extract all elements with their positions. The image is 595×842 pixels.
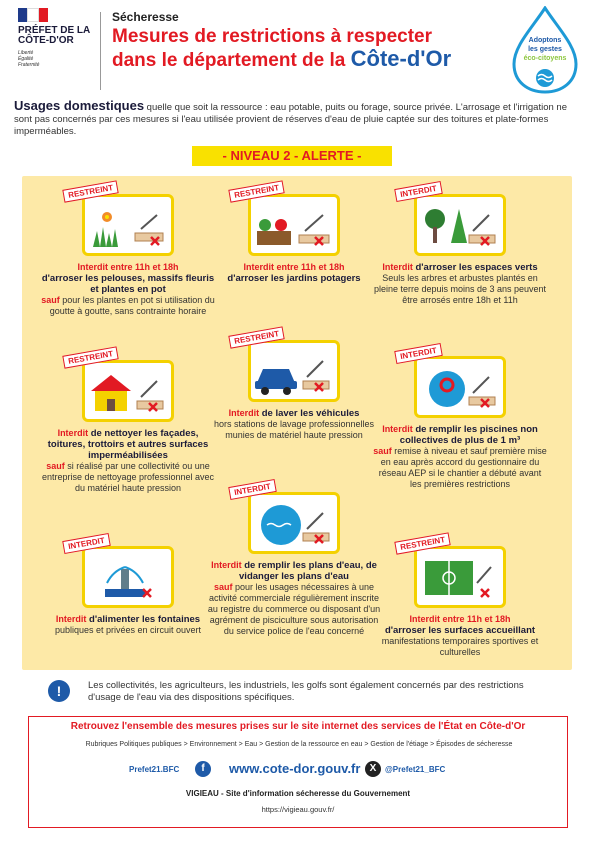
illustration-espaces-verts <box>399 183 506 256</box>
vigieau-link[interactable]: https://vigieau.gouv.fr/ <box>261 805 335 814</box>
car-icon <box>251 343 337 399</box>
illustration-vehicules <box>233 329 340 402</box>
illustration-fontaines <box>67 535 174 608</box>
trees-icon <box>417 197 503 253</box>
card-surfaces-sportives <box>372 535 548 658</box>
illustration-surfaces <box>399 535 506 608</box>
card-facades <box>40 349 216 494</box>
status-badge: RESTREINT <box>62 346 119 368</box>
card-pelouses <box>40 183 216 317</box>
illustration-pelouses <box>67 183 174 256</box>
pond-icon <box>251 495 337 551</box>
footer-headline: Retrouvez l'ensemble des mesures prises sur le site internet des services de l'État en Côte-d'Or <box>70 721 526 732</box>
card-text: Interdit de remplir les plans d'eau, de vidanger les plans d'eau sauf pour les usages nécessaires à une activité commerciale régulièrement inscrite au registre du commerce ou disposant d'un agrément de pisciculture sous autorisation du service police de l'eau concerné <box>207 560 381 636</box>
niveau-banner: - NIVEAU 2 - ALERTE - <box>192 146 392 166</box>
water-drop-badge-icon <box>508 6 582 94</box>
footer-breadcrumb: Rubriques Politiques publiques > Environnement > Eau > Gestion de la ressource en eau > Gestion de l'étiage > Épisodes de sécheresse <box>85 741 513 748</box>
x-handle[interactable]: @Prefet21_BFC <box>385 765 446 774</box>
card-text: Interdit entre 11h et 18h d'arroser les jardins potagers <box>227 262 361 284</box>
illustration-piscines <box>399 345 506 418</box>
info-text: Les collectivités, les agriculteurs, les industriels, les golfs sont également concernés par des restrictions d'usage de l'eau via des dispositions spécifiques. <box>88 680 524 703</box>
vegetable-garden-icon <box>251 197 337 253</box>
lawn-sprinkler-icon <box>85 197 171 253</box>
usages-text: quelle que soit la ressource : eau potable, puits ou forage, source privée. L'arrosage et l'irrigation ne sont pas concernés par ces mesures si l'eau utilisée provient de réserves d'eau de pluie captée sur des toitures et plate-formes imperméables. <box>14 102 567 137</box>
header-divider <box>100 12 101 90</box>
fountain-icon <box>85 549 171 605</box>
card-text: Interdit de laver les véhicules hors stations de lavage professionnelles munies de matériel haute pression <box>213 408 375 440</box>
status-badge: INTERDIT <box>394 181 442 202</box>
status-badge: INTERDIT <box>394 343 442 364</box>
vigieau-title: VIGIEAU - Site d'information sécheresse du Gouvernement <box>185 789 411 798</box>
badge-line-2: les gestes <box>528 46 562 53</box>
status-badge: INTERDIT <box>62 533 110 554</box>
status-badge: RESTREINT <box>62 180 119 202</box>
card-piscines <box>372 345 548 490</box>
pool-icon <box>417 359 503 415</box>
header <box>12 6 583 96</box>
card-fontaines <box>40 535 216 636</box>
status-badge: INTERDIT <box>228 479 276 500</box>
sports-field-icon <box>417 549 503 605</box>
status-badge: RESTREINT <box>228 326 285 348</box>
footer <box>28 716 568 828</box>
house-icon <box>85 363 171 419</box>
usages-title: Usages domestiques <box>14 98 145 113</box>
status-badge: RESTREINT <box>228 180 285 202</box>
illustration-potagers <box>233 183 340 256</box>
badge-line-3: éco-citoyens <box>523 55 567 62</box>
facebook-icon[interactable]: f <box>195 761 211 777</box>
illustration-plans-eau <box>233 481 340 554</box>
badge-line-1: Adoptons <box>528 37 562 44</box>
card-text: Interdit d'arroser les espaces verts Seuls les arbres et arbustes plantés en pleine terre depuis moins de 3 ans peuvent être arrosés entre 18h et 11h <box>373 262 547 305</box>
card-text: Interdit d'alimenter les fontaines publiques et privées en circuit ouvert <box>54 614 202 635</box>
secheresse-label: Sécheresse <box>112 10 179 24</box>
card-potagers <box>206 183 382 284</box>
x-icon[interactable]: X <box>365 761 381 777</box>
card-text: Interdit entre 11h et 18h d'arroser les pelouses, massifs fleuris et plantes en pot sauf pour les plantes en pot si utilisation du goutte à goutte, sans contrainte horaire <box>41 262 215 316</box>
french-flag-icon <box>18 8 48 22</box>
page-title: Mesures de restrictions à respecter dans le département de la Côte-d'Or <box>112 26 452 71</box>
card-plans-eau <box>206 481 382 637</box>
prefet-logo <box>18 8 96 96</box>
card-text: Interdit de remplir les piscines non collectives de plus de 1 m³ sauf remise à niveau et sauf première mise en eau après accord du gestionnaire du réseau AEP si le chantier a débuté avant les premières restrictions <box>373 424 547 489</box>
prefet-title: PRÉFET DE LA CÔTE-D'OR <box>18 25 90 46</box>
status-badge: RESTREINT <box>394 532 451 554</box>
card-text: Interdit entre 11h et 18h d'arroser les surfaces accueillant manifestations temporaires sportives et culturelles <box>381 614 539 657</box>
info-icon: ! <box>48 680 70 702</box>
facebook-handle[interactable]: Prefet21.BFC <box>129 765 180 774</box>
card-espaces-verts <box>372 183 548 306</box>
usages-domestiques <box>14 100 582 138</box>
illustration-facades <box>67 349 174 422</box>
card-vehicules <box>206 329 382 441</box>
motto: Liberté Égalité Fraternité <box>18 50 40 68</box>
website-link[interactable]: www.cote-dor.gouv.fr <box>229 761 361 776</box>
card-text: Interdit de nettoyer les façades, toitures, trottoirs et autres surfaces imperméabilisées sauf si réalisé par une collectivité ou une entreprise de nettoyage professionnel avec du matériel haute pression <box>41 428 215 493</box>
